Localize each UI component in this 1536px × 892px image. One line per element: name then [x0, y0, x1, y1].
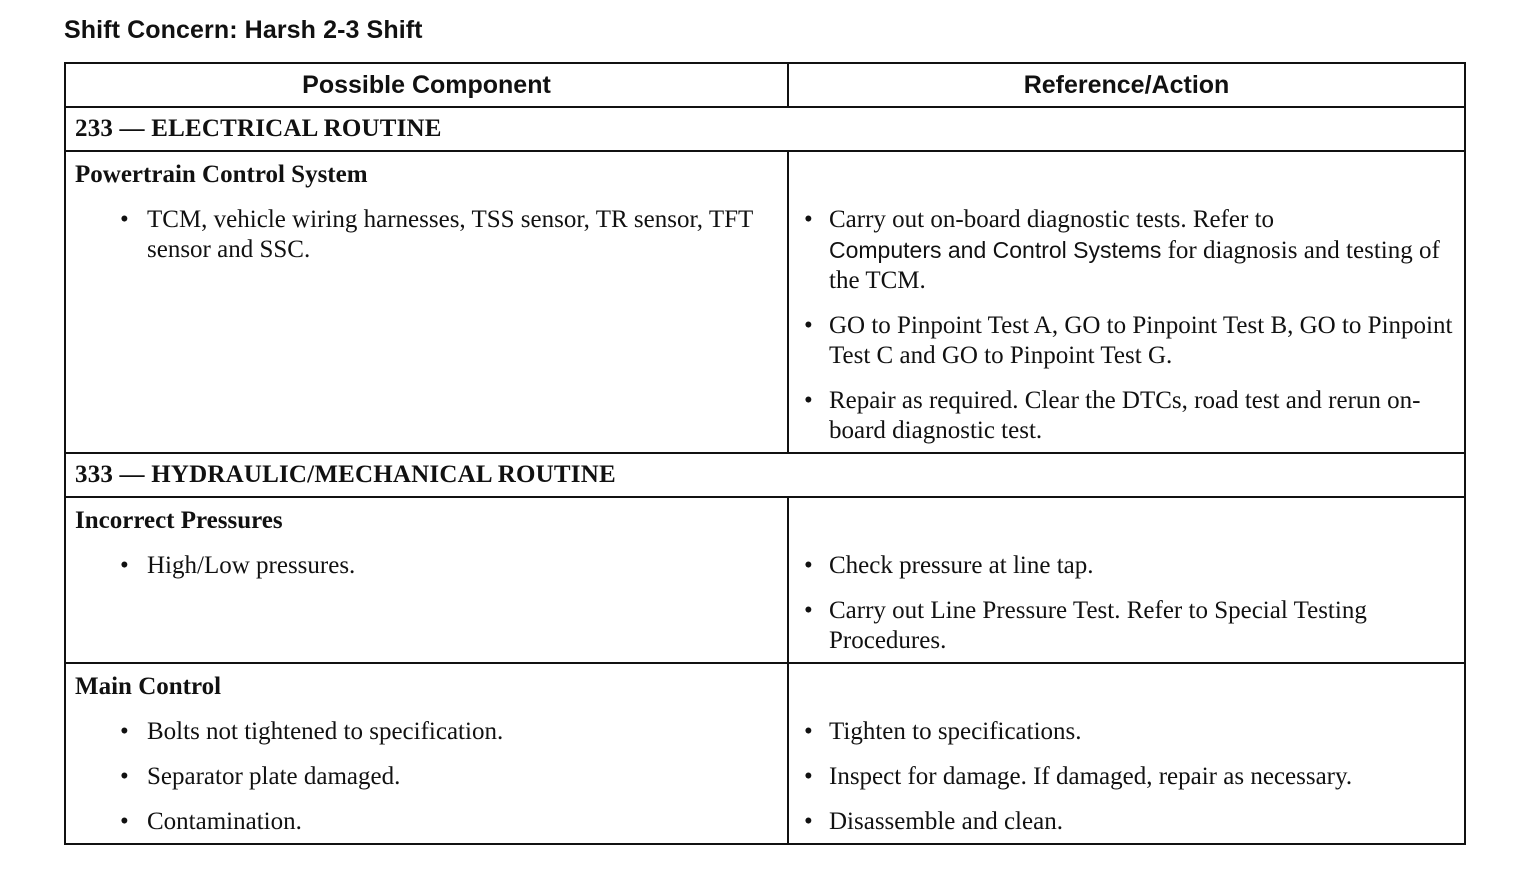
action-text: for diagnosis and testing of the TCM. [829, 237, 1440, 294]
component-heading: Powertrain Control System [75, 161, 368, 188]
action-cell [788, 151, 1465, 453]
table-row [65, 497, 1465, 663]
component-cell [65, 151, 788, 453]
component-item: • Bolts not tightened to specification. [75, 717, 778, 747]
action-item: • Tighten to specifications. [798, 717, 1455, 747]
routine-label: 333 — HYDRAULIC/MECHANICAL ROUTINE [65, 453, 1465, 497]
component-item: • TCM, vehicle wiring harnesses, TSS sensor, TR sensor, TFT sensor and SSC. [75, 205, 778, 265]
component-heading: Main Control [75, 673, 222, 700]
action-item: • Repair as required. Clear the DTCs, road test and rerun on-board diagnostic test. [798, 386, 1455, 446]
action-item: • Disassemble and clean. [798, 807, 1455, 837]
action-cell [788, 663, 1465, 844]
action-item: • GO to Pinpoint Test A, GO to Pinpoint Test B, GO to Pinpoint Test C and GO to Pinpoint Test G. [798, 311, 1455, 371]
table-row [65, 663, 1465, 844]
component-list [75, 551, 778, 581]
reference-link[interactable]: Computers and Control Systems [829, 237, 1162, 263]
component-cell [65, 497, 788, 663]
component-item: • Separator plate damaged. [75, 762, 778, 792]
table-row [65, 151, 1465, 453]
action-list [798, 717, 1455, 837]
action-item: • Inspect for damage. If damaged, repair as necessary. [798, 762, 1455, 792]
component-list [75, 717, 778, 837]
component-heading: Incorrect Pressures [75, 507, 283, 534]
page-title: Shift Concern: Harsh 2-3 Shift [64, 16, 423, 44]
column-header-reference-action: Reference/Action [788, 63, 1465, 107]
action-text: Carry out on-board diagnostic tests. Refer to [829, 206, 1275, 233]
component-item: • Contamination. [75, 807, 778, 837]
component-list [75, 205, 778, 265]
routine-label: 233 — ELECTRICAL ROUTINE [65, 107, 1465, 151]
action-item [798, 205, 1455, 296]
action-list [798, 551, 1455, 656]
header-row [65, 63, 1465, 107]
diagnosis-table [64, 62, 1466, 845]
routine-row [65, 453, 1465, 497]
column-header-possible-component: Possible Component [65, 63, 788, 107]
component-item: • High/Low pressures. [75, 551, 778, 581]
component-cell [65, 663, 788, 844]
action-item: • Carry out Line Pressure Test. Refer to Special Testing Procedures. [798, 596, 1455, 656]
action-list [798, 205, 1455, 446]
routine-row [65, 107, 1465, 151]
action-cell [788, 497, 1465, 663]
action-item: • Check pressure at line tap. [798, 551, 1455, 581]
